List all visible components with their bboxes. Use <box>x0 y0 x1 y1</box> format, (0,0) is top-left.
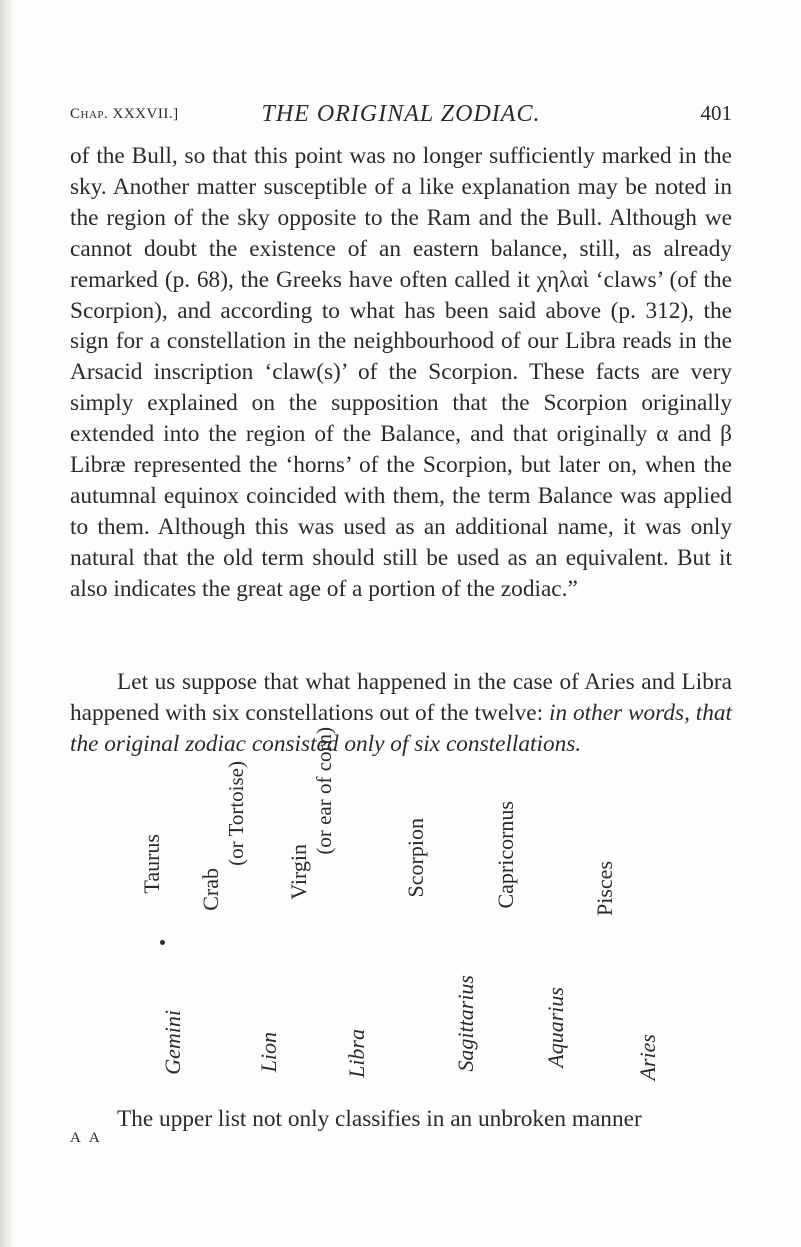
upper-capricornus: Capricornus <box>493 801 518 909</box>
lower-aquarius: Aquarius <box>543 987 568 1068</box>
page-edge-shadow <box>0 0 14 1247</box>
upper-pisces: Pisces <box>592 861 617 916</box>
paragraph-2 <box>70 667 732 760</box>
signature-mark: A A <box>70 1130 103 1146</box>
upper-scorpion: Scorpion <box>403 818 428 898</box>
lower-gemini: Gemini <box>160 1010 185 1075</box>
upper-crab: Crab <box>198 868 223 911</box>
paragraph-3: The upper list not only classifies in an unbroken manner <box>117 1106 642 1132</box>
paragraph-2-emphasis: in other words, that the original zodiac consisted only of six constellations. <box>70 699 732 757</box>
upper-virgin-note: (or ear of corn) <box>312 727 336 855</box>
lower-sagittarius: Sagittarius <box>453 975 478 1072</box>
paragraph-2-text: Let us suppose that what happened in the case of Aries and Libra happened with six constellations out of the twelve: <box>70 669 732 726</box>
lower-libra: Libra <box>344 1029 369 1078</box>
chapter-label: Chap. XXXVII.] <box>70 106 179 122</box>
lower-lion: Lion <box>256 1032 281 1073</box>
page-title: THE ORIGINAL ZODIAC. <box>261 101 541 127</box>
page-number: 401 <box>700 101 732 125</box>
lower-aries: Aries <box>635 1034 660 1081</box>
upper-crab-note: (or Tortoise) <box>224 761 248 866</box>
list-dot <box>160 940 165 945</box>
upper-virgin: Virgin <box>286 844 311 900</box>
paragraph-1: of the Bull, so that this point was no longer sufficiently marked in the sky. Another matter susceptible of a like explanation may be noted in the region of the sky opposite to the Ram and the Bull. Although we cannot doubt the existence of an eastern balance, still, as already remarked (p. 68), the Greeks have often called it χηλαὶ ‘claws’ (of the Scorpion), and according to what has been said above (p. 312), the sign for a constellation in the neighbourhood of our Libra reads in the Arsacid inscription ‘claw(s)’ of the Scorpion. These facts are very simply explained on the supposition that the Scorpion originally extended into the region of the Balance, and that originally α and β Libræ represented the ‘horns’ of the Scorpion, but later on, when the autumnal equinox coincided with them, the term Balance was applied to them. Although this was used as an additional name, it was only natural that the old term should still be used as an equivalent. But it also indicates the great age of a portion of the zodiac.” <box>70 143 732 602</box>
upper-taurus: Taurus <box>139 834 164 894</box>
running-header <box>70 101 732 131</box>
